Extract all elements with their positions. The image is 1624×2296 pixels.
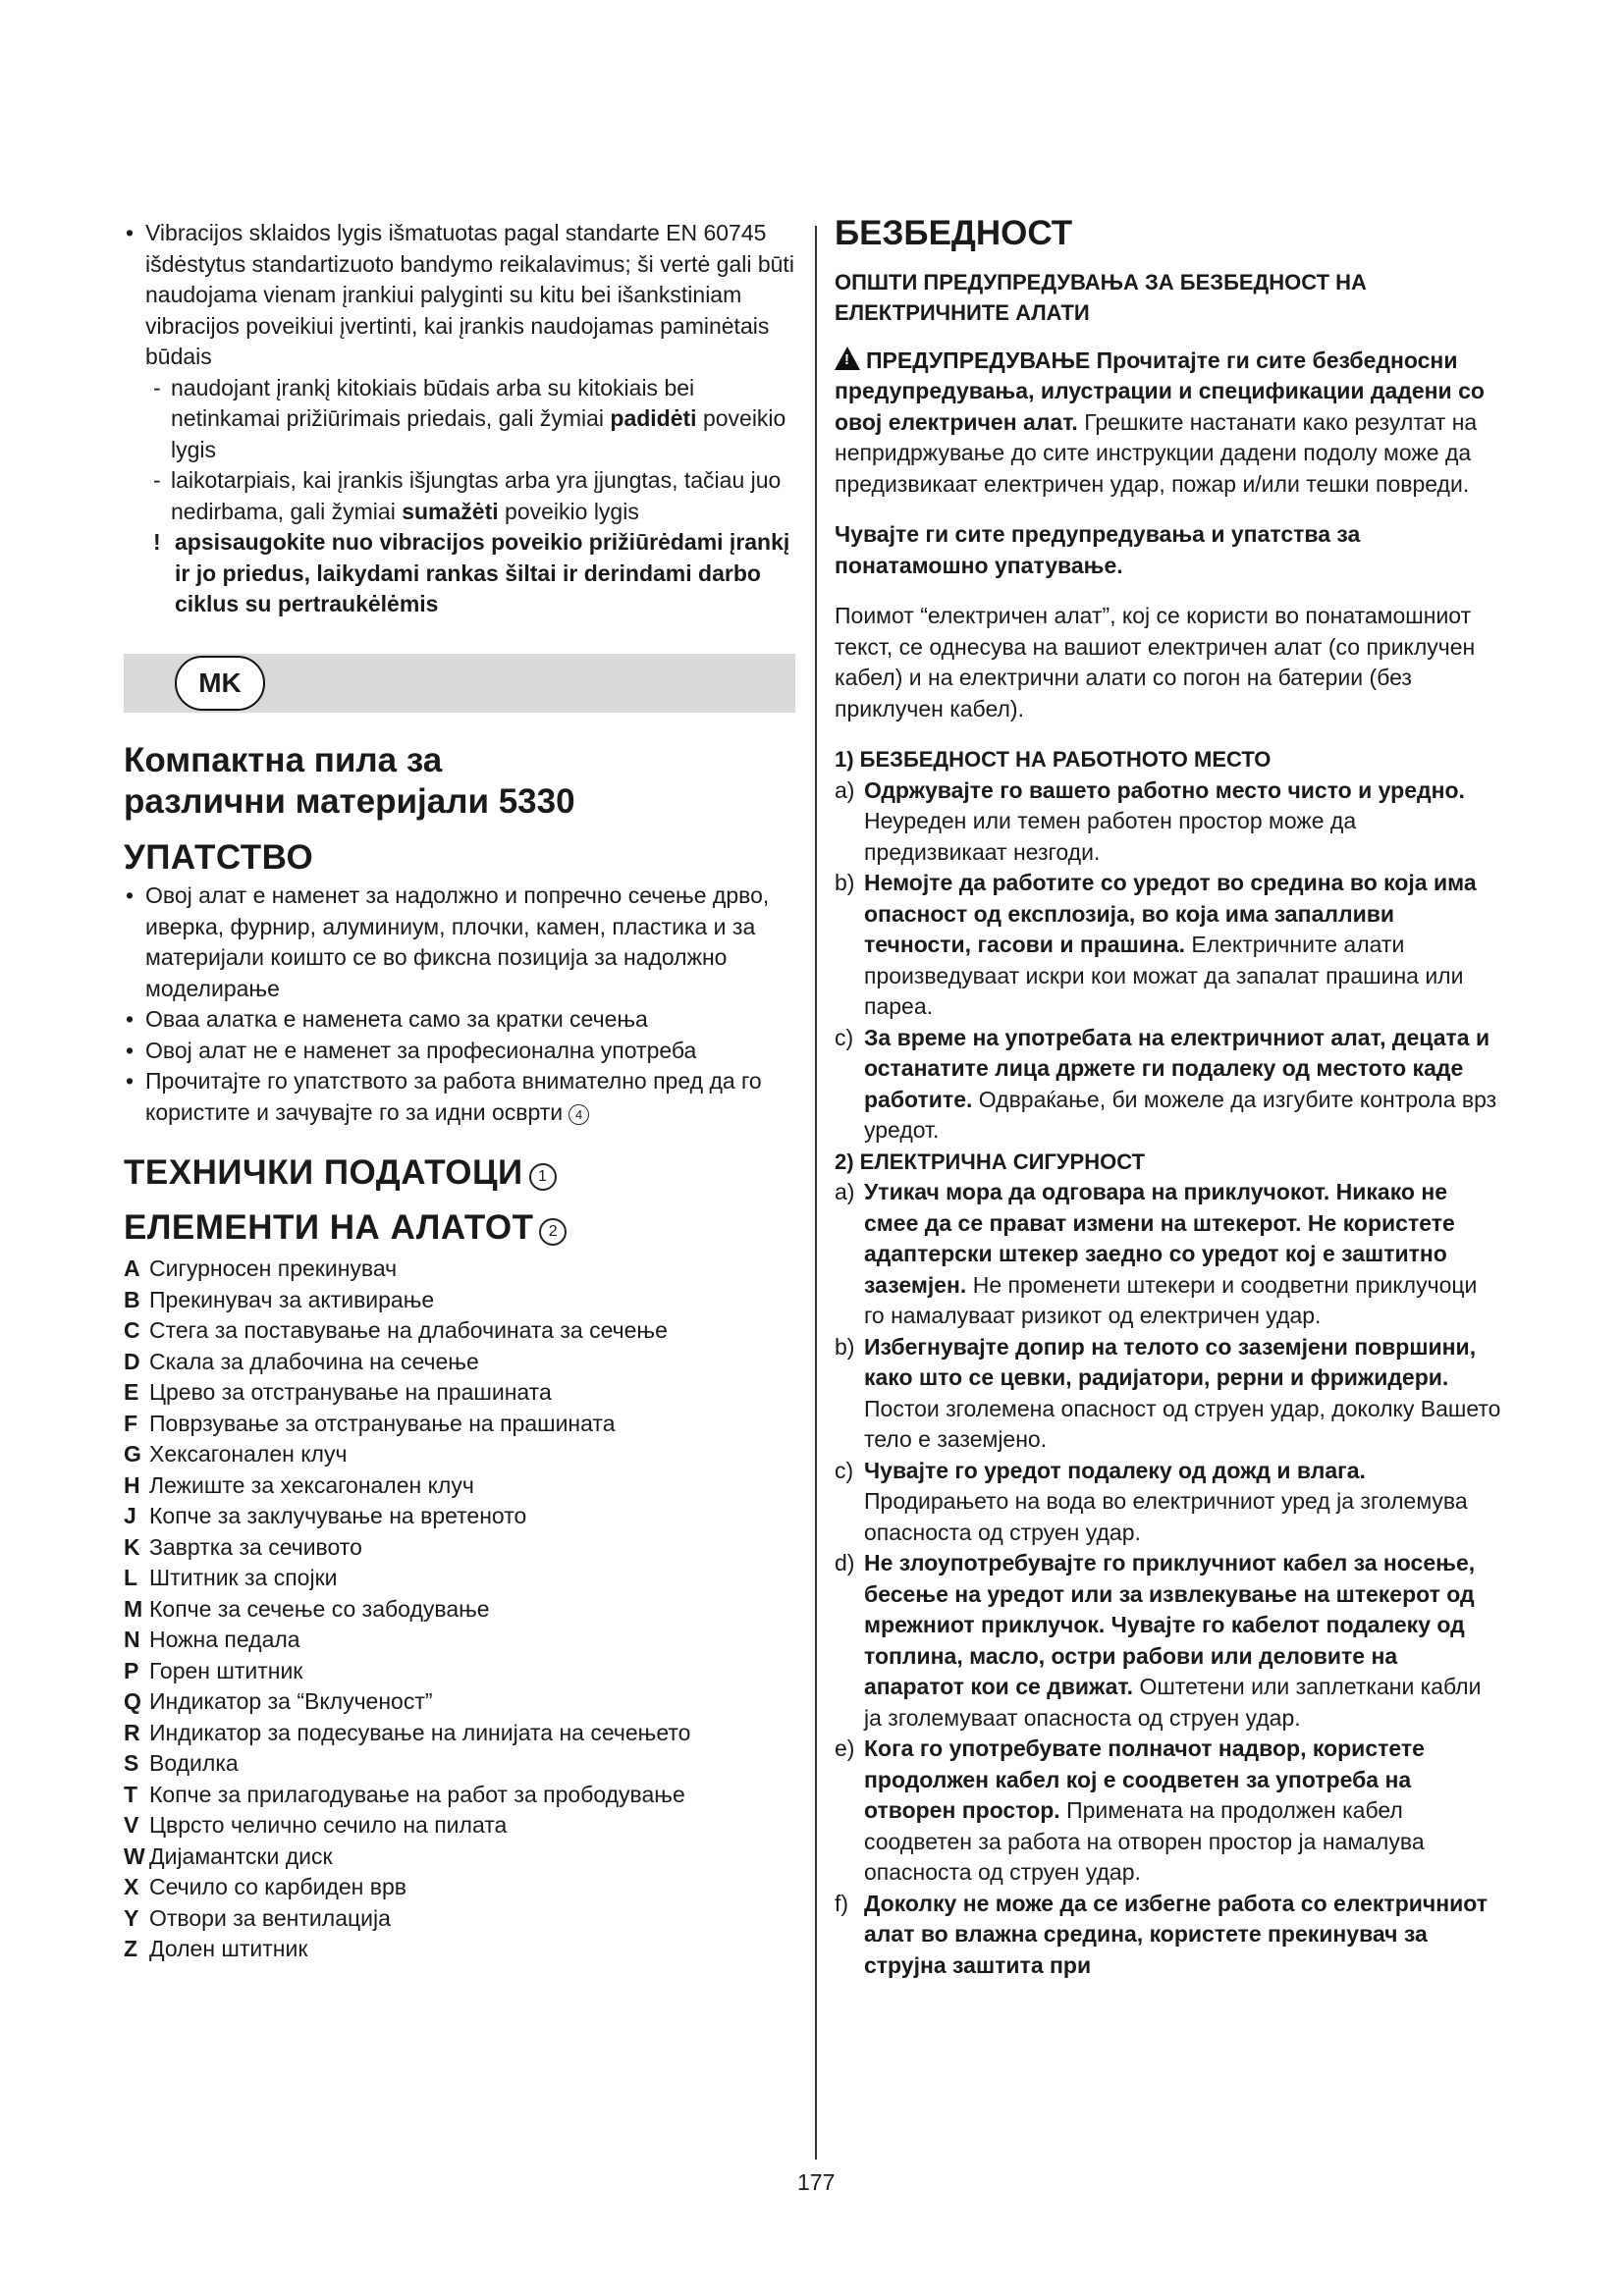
safety-item-text: Постои зголемена опасност од струен удар, доколку Вашето тело е заземјено. xyxy=(864,1395,1501,1452)
part-label: Сечило со карбиден врв xyxy=(149,1874,406,1899)
part-item xyxy=(124,1501,795,1532)
safety-item-text: Електричните алати произведуваат искри кои можат да запалат прашина или пареа. xyxy=(864,932,1464,1019)
figure-ref-badge: 2 xyxy=(539,1218,567,1246)
safety-item-bold: Не злоупотребувајте го приклучниот кабел за носење, бесење на уредот или за извлекување на штекерот од мрежниот приклучок. Чувајте го кабелот подалеку од топлина, масло, остри рабови или деловите на апаратот кои се движат. xyxy=(864,1550,1476,1699)
part-label: Индикатор за “Вклученост” xyxy=(149,1688,433,1714)
part-letter: N xyxy=(124,1627,140,1652)
safety-item-marker: a) xyxy=(835,776,855,803)
part-item xyxy=(124,1718,795,1749)
part-label: Долен штитник xyxy=(149,1936,308,1961)
safety-item-text: Продирањето на вода во електричниот уред ја зголемува опасноста од струен удар. xyxy=(864,1488,1468,1545)
safety-item-marker: b) xyxy=(835,870,855,895)
safety-item xyxy=(835,1023,1502,1147)
column-divider xyxy=(815,226,817,2160)
safety-item-bold: Чувајте го уредот подалеку од дожд и влага. xyxy=(864,1457,1366,1483)
part-item xyxy=(124,1285,795,1316)
part-letter: F xyxy=(124,1410,138,1436)
safety-subtitle: ОПШТИ ПРЕДУПРЕДУВАЊА ЗА БЕЗБЕДНОСТ НА ЕЛЕКТРИЧНИТЕ АЛАТИ xyxy=(835,269,1367,325)
heading-technical-data-text: ТЕХНИЧКИ ПОДАТОЦИ xyxy=(124,1153,523,1192)
heading-tool-elements-text: ЕЛЕМЕНТИ НА АЛАТОТ xyxy=(124,1208,534,1247)
section-electrical-title: 2) ЕЛЕКТРИЧНА СИГУРНОСТ xyxy=(835,1148,1146,1174)
term-definition: Поимот “електричен алат”, кој се користи во понатамошниот текст, се однесува на вашиот електричен алат (со приклучен кабел) и на електрични алати со погон на батерии (без приклучен кабел). xyxy=(835,603,1476,721)
parts-list xyxy=(124,1254,795,1965)
part-letter: A xyxy=(124,1255,140,1281)
part-item xyxy=(124,1315,795,1347)
bullet-item-text: Прочитајте го упатството за работа внимателно пред да го користите и зачувајте го за идни осврти xyxy=(145,1068,762,1125)
warning-triangle-icon xyxy=(835,347,860,370)
part-label: Водилка xyxy=(149,1750,239,1776)
part-item xyxy=(124,1439,795,1470)
dash2-bold: sumažėti xyxy=(402,498,499,524)
part-letter: V xyxy=(124,1812,139,1838)
part-letter: T xyxy=(124,1781,138,1807)
part-item xyxy=(124,1409,795,1440)
part-label: Дијамантски диск xyxy=(149,1842,333,1869)
safety-item-bold: Немојте да работите со уредот во средина во која има опасност од експлозија, во која има запалливи течности, гасови и прашина. xyxy=(864,870,1477,957)
figure-ref-badge: 4 xyxy=(568,1104,589,1125)
safety-item-text: Не променети штекери и соодветни приклучоци го намалуваат ризикот од електричен удар. xyxy=(864,1271,1478,1328)
part-item xyxy=(124,1780,795,1811)
part-letter: M xyxy=(124,1595,143,1622)
right-column xyxy=(835,214,1502,1981)
part-item xyxy=(124,1532,795,1564)
vibration-warning: ! apsisaugokite nuo vibracijos poveikio prižiūrėdami įrankį ir jo priedus, laikydami rankas šiltai ir derindami darbo ciklus su pertraukėlėmis xyxy=(124,527,795,620)
left-column xyxy=(124,218,795,1965)
dash1-bold: padidėti xyxy=(610,405,697,431)
part-letter: X xyxy=(124,1874,139,1899)
safety-item xyxy=(835,1456,1502,1549)
product-title xyxy=(124,740,795,823)
part-label: Штитник за спојки xyxy=(149,1565,338,1590)
safety-item-text: Оштетени или заплеткани кабли ја зголемуваат опасноста од струен удар. xyxy=(864,1674,1482,1731)
part-letter: E xyxy=(124,1379,139,1405)
part-letter: P xyxy=(124,1657,139,1683)
safety-item-marker: c) xyxy=(835,1024,854,1050)
part-label: Лежиште за хексагонален клуч xyxy=(149,1471,474,1498)
safety-item-marker: a) xyxy=(835,1179,855,1204)
warning-paragraph xyxy=(835,346,1502,501)
heading-tool-elements xyxy=(124,1208,795,1247)
part-item xyxy=(124,1470,795,1502)
safety-item-bold: За време на употребата на електричниот алат, децата и останатите лица држете ги подалеку од местото каде работите. xyxy=(864,1024,1490,1112)
safety-item-bold: Кога го употребувате полначот надвор, користете продолжен кабел кој е соодветен за употреба на отворен простор. xyxy=(864,1735,1425,1823)
safety-item-marker: d) xyxy=(835,1550,855,1575)
part-label: Отвори за вентилација xyxy=(149,1904,391,1931)
part-label: Стега за поставување на длабочината за сечење xyxy=(149,1317,668,1343)
part-letter: S xyxy=(124,1750,139,1776)
warning-bold: ПРЕДУПРЕДУВАЊЕ Прочитајте ги сите безбедносни предупредувања, илустрации и спецификации дадени со овој електричен алат. xyxy=(835,347,1485,435)
part-item xyxy=(124,1594,795,1626)
part-item xyxy=(124,1686,795,1718)
part-letter: H xyxy=(124,1471,140,1498)
bullet-item: • Овој алат е наменет за надолжно и попречно сечење дрво, иверка, фурнир, алуминиум, плочки, камен, пластика и за материјали коишто се во фиксна позиција за надолжно моделирање xyxy=(124,881,795,1004)
vibration-bullet: • Vibracijos sklaidos lygis išmatuotas pagal standarte EN 60745 išdėstytus standartizuoto bandymo reikalavimus; ši vertė gali būti naudojama vienam įrankiui palyginti su kitu bei išankstiniam vibracijos poveikiui įvertinti, kai įrankis naudojamas paminėtais būdais xyxy=(124,218,795,373)
part-letter: D xyxy=(124,1348,140,1374)
part-letter: R xyxy=(124,1719,140,1745)
figure-ref-badge: 1 xyxy=(529,1163,557,1191)
part-letter: C xyxy=(124,1317,140,1343)
part-letter: K xyxy=(124,1533,140,1560)
part-label: Сигурносен прекинувач xyxy=(149,1255,398,1281)
dash-item-increase xyxy=(124,373,795,466)
keep-instructions: Чувајте ги сите предупредувања и упатства за понатамошно упатување. xyxy=(835,521,1361,578)
part-label: Копче за прилагодување на работ за прободување xyxy=(149,1781,685,1807)
part-label: Прекинувач за активирање xyxy=(149,1286,435,1312)
part-label: Цврсто челично сечило на пилата xyxy=(149,1812,508,1838)
part-item xyxy=(124,1903,795,1935)
safety-item-marker: e) xyxy=(835,1735,855,1761)
product-title-line2: различни материјали 5330 xyxy=(124,781,575,821)
bullet-item xyxy=(124,1066,795,1128)
part-letter: J xyxy=(124,1503,136,1528)
dash1-pre: naudojant įrankį kitokiais būdais arba su kitokiais bei netinkamai prižiūrimais priedais, gali žymiai xyxy=(171,374,695,431)
safety-item-bold: Доколку не може да се избегне работа со електричниот алат во влажна средина, користете прекинувач за струјна заштита при xyxy=(864,1890,1489,1978)
part-label: Хексагонален клуч xyxy=(149,1441,348,1467)
part-letter: Q xyxy=(124,1688,141,1714)
part-item xyxy=(124,1748,795,1780)
part-letter: Y xyxy=(124,1904,139,1931)
safety-item xyxy=(835,868,1502,1023)
part-item xyxy=(124,1377,795,1409)
part-item xyxy=(124,1810,795,1842)
intended-use-list xyxy=(124,881,795,1128)
safety-item xyxy=(835,1889,1502,1982)
bullet-item: • Оваа алатка е наменета само за кратки сечења xyxy=(124,1004,795,1036)
part-letter: G xyxy=(124,1441,141,1467)
safety-item-marker: c) xyxy=(835,1457,854,1483)
safety-item-text: Одвраќање, би можеле да изгубите контрола врз уредот. xyxy=(864,1086,1497,1143)
part-label: Горен штитник xyxy=(149,1657,303,1683)
part-item xyxy=(124,1625,795,1656)
dash2-post: poveikio lygis xyxy=(498,498,639,524)
warning-normal: Грешките настанати како резултат на непридржување до сите инструкции дадени подолу може да предизвикаат електричен удар, пожар и/или тешки повреди. xyxy=(835,408,1478,497)
part-label: Поврзување за отстранување на прашината xyxy=(149,1410,616,1436)
dash-item-decrease xyxy=(124,465,795,527)
heading-technical-data xyxy=(124,1153,795,1192)
part-label: Индикатор за подесување на линијата на сечењето xyxy=(149,1719,691,1745)
part-label: Црево за отстранување на прашината xyxy=(149,1379,552,1405)
part-label: Ножна педала xyxy=(149,1627,300,1652)
safety-item-text: Примената на продолжен кабел соодветен за работа на отворен простор ја намалува опасноста од струен удар. xyxy=(864,1797,1425,1885)
part-label: Копче за сечење со забодување xyxy=(149,1595,490,1622)
safety-item-text: Неуреден или темен работен простор може да предизвикаат незгоди. xyxy=(864,808,1357,865)
electrical-list xyxy=(835,1177,1502,1981)
part-label: Завртка за сечивото xyxy=(149,1533,362,1560)
dash1-post: poveikio lygis xyxy=(171,405,786,462)
safety-item xyxy=(835,775,1502,869)
part-letter: Z xyxy=(124,1936,138,1961)
safety-title: БЕЗБЕДНОСТ xyxy=(835,214,1073,252)
safety-item-bold: Утикач мора да одговара на приклучокот. Никако не смее да се прават измени на штекерот. Не користете адаптерски штекер заедно со уредот кој е заштитно заземјен. xyxy=(864,1179,1455,1298)
bullet-item: • Овој алат не е наменет за професионална употреба xyxy=(124,1036,795,1067)
part-item xyxy=(124,1563,795,1594)
safety-item-marker: b) xyxy=(835,1333,855,1360)
part-label: Скала за длабочина на сечење xyxy=(149,1348,479,1374)
language-bar xyxy=(124,654,795,713)
safety-item xyxy=(835,1177,1502,1332)
section-work-area-title: 1) БЕЗБЕДНОСТ НА РАБОТНОТО МЕСТО xyxy=(835,747,1272,772)
work-area-list xyxy=(835,775,1502,1147)
part-letter: B xyxy=(124,1286,140,1312)
part-letter: W xyxy=(124,1842,145,1869)
part-label: Копче за заклучување на вретеното xyxy=(149,1503,527,1528)
product-title-line1: Компактна пила за xyxy=(124,740,443,779)
safety-item xyxy=(835,1332,1502,1456)
part-item xyxy=(124,1842,795,1873)
part-item xyxy=(124,1254,795,1285)
heading-instructions: УПАТСТВО xyxy=(124,837,314,877)
part-item xyxy=(124,1872,795,1903)
language-code-badge: MK xyxy=(175,656,265,711)
safety-item xyxy=(835,1548,1502,1734)
safety-item-bold: Избегнувајте допир на телото со заземјени површини, како што се цевки, радијатори, рерни и фрижидери. xyxy=(864,1333,1477,1390)
safety-item-marker: f) xyxy=(835,1890,849,1916)
safety-item xyxy=(835,1734,1502,1889)
part-letter: L xyxy=(124,1565,138,1590)
part-item xyxy=(124,1656,795,1687)
safety-item-bold: Одржувајте го вашето работно место чисто и уредно. xyxy=(864,776,1465,803)
part-item xyxy=(124,1347,795,1378)
dash2-pre: laikotarpiais, kai įrankis išjungtas arba yra įjungtas, tačiau juo nedirbama, gali žymiai xyxy=(171,467,782,524)
part-item xyxy=(124,1934,795,1965)
page-number: 177 xyxy=(797,2169,836,2195)
